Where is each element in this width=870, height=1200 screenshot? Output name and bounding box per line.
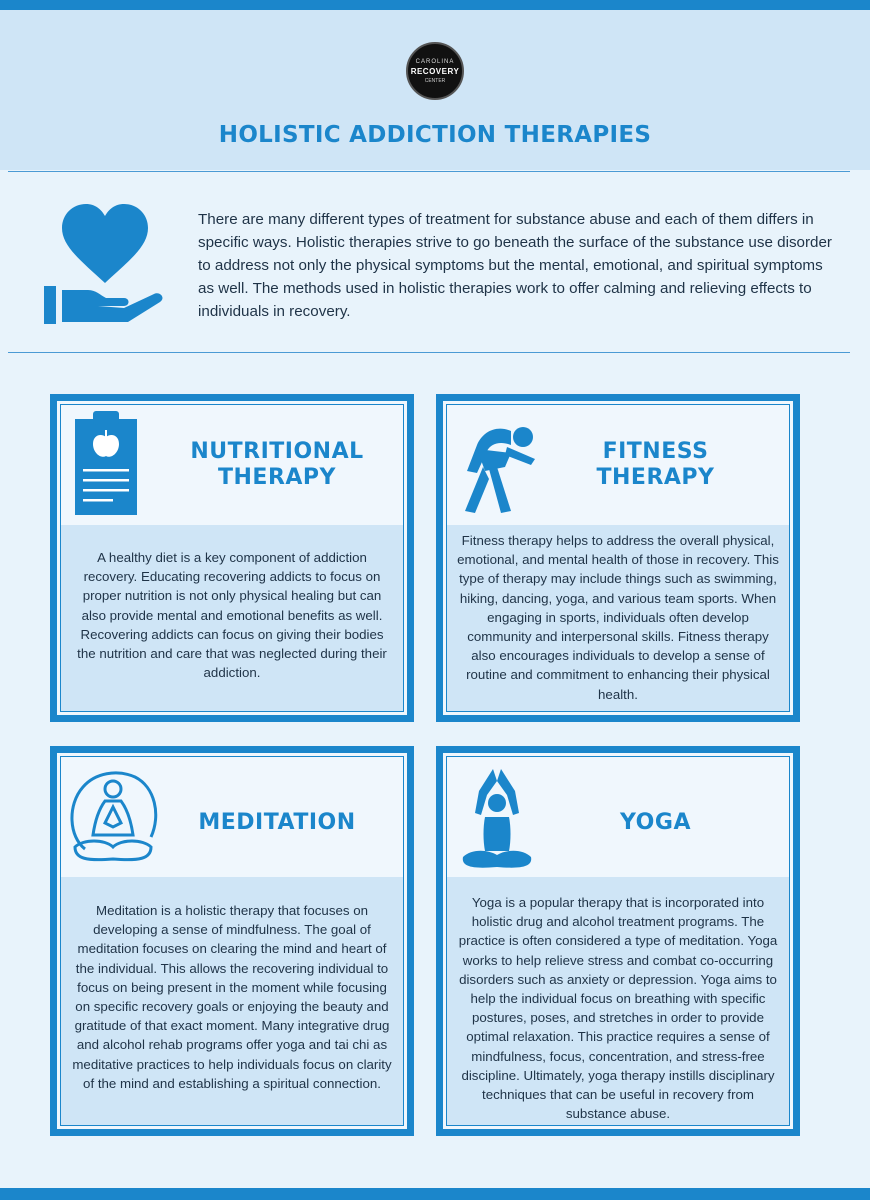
divider-middle: [8, 352, 850, 353]
bottom-accent-bar: [0, 1188, 870, 1200]
card-description: Yoga is a popular therapy that is incorporated into holistic drug and alcohol treatment programs. The practice is often considered a type of meditation. Yoga works to help relieve stress and combat co-occurring disorders such as anxiety or depression. Yoga aims to help the individual focus on breathing with specific postures, poses, and stretches in order to provide optimal relaxation. This practice requires a sense of mindfulness, focus, concentration, and stress-free discipline. Ultimately, yoga therapy instills disciplinary techniques that can be useful in recovery from substance abuse.: [458, 895, 778, 1122]
divider-top: [8, 171, 850, 172]
clipboard-apple-icon: [71, 409, 141, 519]
card-body: [447, 877, 789, 1125]
card-title: [157, 439, 397, 491]
card-title-line1: MEDITATION: [198, 810, 356, 835]
stretching-person-icon: [453, 419, 543, 519]
top-accent-bar: [0, 0, 870, 10]
card-title-line2: THERAPY: [218, 465, 336, 490]
carolina-recovery-logo: [406, 42, 464, 100]
meditation-icon: [65, 765, 161, 869]
card-title-line2: THERAPY: [596, 465, 715, 490]
card-body: [61, 525, 403, 711]
logo-text-bottom: CENTER: [424, 77, 446, 84]
card-title: [563, 439, 748, 491]
logo-text-top: CAROLINA: [415, 58, 455, 65]
card-fitness-therapy: [436, 394, 800, 722]
card-nutritional-therapy: [50, 394, 414, 722]
card-title: [563, 810, 748, 836]
card-body: [61, 877, 403, 1125]
card-title-line1: FITNESS: [602, 439, 709, 464]
heart-in-hand-icon: [40, 198, 170, 328]
card-description: A healthy diet is a key component of addiction recovery. Educating recovering addicts to focus on proper nutrition is not only physical healing but can also provide mental and emotional benefits as well. Recovering addicts can focus on giving their bodies the nutrition and care that was neglected during their addiction.: [77, 550, 387, 681]
card-title-line1: NUTRITIONAL: [190, 439, 364, 464]
page-title: HOLISTIC ADDICTION THERAPIES: [218, 122, 652, 148]
card-description: Fitness therapy helps to address the overall physical, emotional, and mental health of those in recovery. This type of therapy may include things such as swimming, hiking, dancing, yoga, and various team sports. When engaging in sports, individuals often develop community and interpersonal skills. Fitness therapy also encourages individuals to develop a sense of routine and commitment to enhancing their physical health.: [457, 533, 779, 702]
yoga-pose-icon: [455, 765, 539, 875]
intro-paragraph: There are many different types of treatment for substance abuse and each of them differs in specific ways. Holistic therapies strive to go beneath the surface of the substance use disorder to address not only the physical symptoms but the mental, emotional, and spiritual symptoms as well. The methods used in holistic therapies work to offer calming and relieving effects to individuals in recovery.: [198, 211, 832, 320]
logo-text-middle: RECOVERY: [410, 66, 460, 76]
card-body: [447, 525, 789, 711]
card-title-line1: YOGA: [620, 810, 691, 835]
card-yoga: [436, 746, 800, 1136]
card-description: Meditation is a holistic therapy that focuses on developing a sense of mindfulness. The goal of meditation focuses on clearing the mind and heart of the individual. This allows the recovering individual to focus on being present in the moment while focusing on specific recovery goals or enjoying the beauty and gratitude of that exact moment. Many integrative drug and alcohol rehab programs offer yoga and tai chi as meditative practices to help individuals focus on clarity of the mind and establishing a spiritual connection.: [72, 903, 392, 1091]
card-meditation: [50, 746, 414, 1136]
card-title: [177, 810, 377, 836]
